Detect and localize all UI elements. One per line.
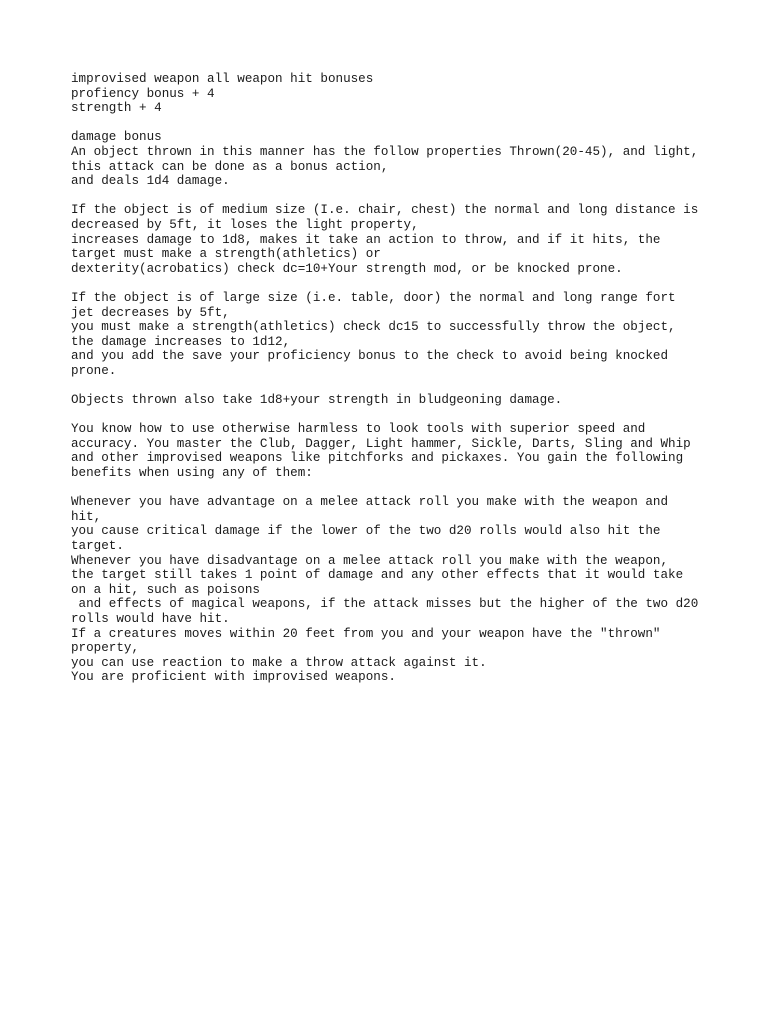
- text-line: this attack can be done as a bonus action,: [71, 159, 389, 174]
- text-line: benefits when using any of them:: [71, 466, 313, 481]
- paragraph-benefits: [71, 495, 711, 685]
- text-line: If a creatures moves within 20 feet from you and your weapon have the "thrown": [71, 626, 661, 641]
- text-line: increases damage to 1d8, makes it take an action to throw, and if it hits, the: [71, 232, 661, 247]
- paragraph-weapon-mastery: [71, 422, 711, 480]
- text-line: You are proficient with improvised weapons.: [71, 670, 396, 685]
- text-line: the target still takes 1 point of damage and any other effects that it would take: [71, 568, 684, 583]
- text-line: property,: [71, 641, 140, 656]
- text-line: improvised weapon all weapon hit bonuses: [71, 72, 374, 86]
- text-line: Whenever you have advantage on a melee attack roll you make with the weapon and: [71, 495, 669, 510]
- text-line: and effects of magical weapons, if the attack misses but the higher of the two d20: [71, 597, 699, 612]
- text-line: decreased by 5ft, it loses the light property,: [71, 217, 419, 232]
- paragraph-medium-size: [71, 203, 711, 276]
- text-line: jet decreases by 5ft,: [71, 305, 230, 320]
- text-line: target.: [71, 539, 124, 553]
- text-line: the damage increases to 1d12,: [71, 334, 291, 349]
- text-line: If the object is of medium size (I.e. chair, chest) the normal and long distance is: [71, 203, 699, 218]
- text-line: and deals 1d4 damage.: [71, 174, 230, 189]
- text-line: prone.: [71, 363, 117, 378]
- text-line: damage bonus: [71, 130, 162, 145]
- text-line: dexterity(acrobatics) check dc=10+Your strength mod, or be knocked prone.: [71, 261, 623, 276]
- text-line: rolls would have hit.: [71, 611, 230, 626]
- text-line: and other improvised weapons like pitchforks and pickaxes. You gain the following: [71, 451, 684, 466]
- text-line: If the object is of large size (i.e. table, door) the normal and long range fort: [71, 290, 676, 305]
- paragraph-hit-bonuses: [71, 72, 711, 116]
- text-line: You know how to use otherwise harmless to look tools with superior speed and: [71, 422, 646, 437]
- text-line: Objects thrown also take 1d8+your strength in bludgeoning damage.: [71, 393, 563, 408]
- text-line: you cause critical damage if the lower of the two d20 rolls would also hit the: [71, 524, 661, 539]
- text-line: strength + 4: [71, 101, 162, 116]
- text-line: hit,: [71, 509, 102, 524]
- text-line: profiency bonus + 4: [71, 86, 215, 101]
- text-line: accuracy. You master the Club, Dagger, Light hammer, Sickle, Darts, Sling and Whip: [71, 436, 691, 451]
- text-line: Whenever you have disadvantage on a melee attack roll you make with the weapon,: [71, 553, 669, 568]
- text-line: you must make a strength(athletics) check dc15 to successfully throw the object,: [71, 320, 676, 335]
- text-line: target must make a strength(athletics) or: [71, 247, 381, 262]
- text-line: An object thrown in this manner has the follow properties Thrown(20-45), and light,: [71, 144, 699, 159]
- paragraph-damage-bonus: [71, 130, 711, 188]
- document-page: [71, 72, 711, 700]
- paragraph-large-size: [71, 291, 711, 379]
- paragraph-objects-thrown: [71, 393, 711, 408]
- text-line: you can use reaction to make a throw attack against it.: [71, 655, 487, 670]
- text-line: and you add the save your proficiency bonus to the check to avoid being knocked: [71, 349, 669, 364]
- text-line: on a hit, such as poisons: [71, 582, 260, 597]
